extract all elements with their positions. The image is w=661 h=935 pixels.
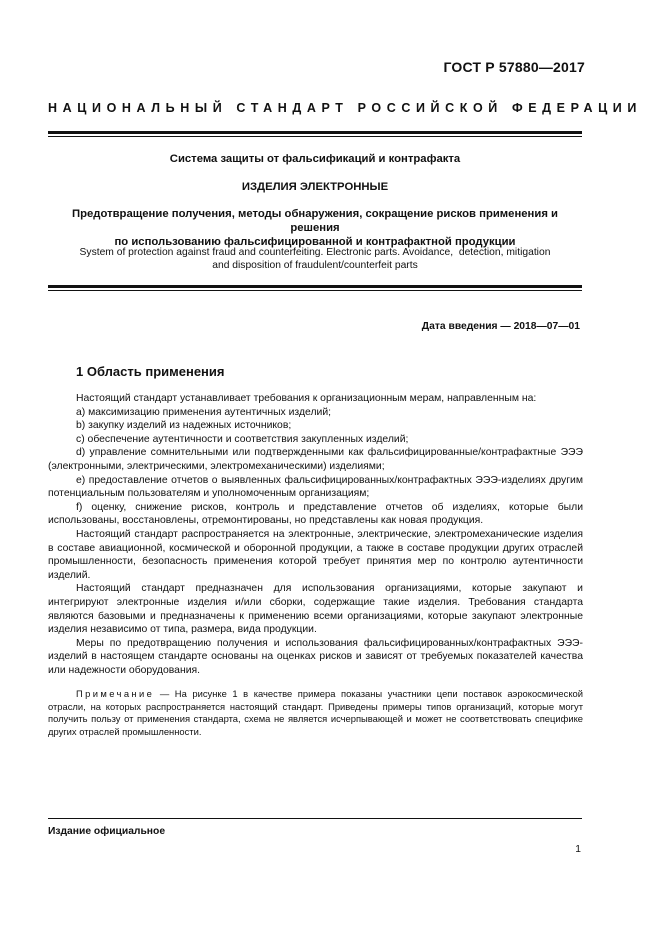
header-rule-thin <box>48 136 582 137</box>
list-item: а) максимизацию применения аутентичных изделий; <box>76 406 332 418</box>
title-rule-thin <box>48 290 582 291</box>
list-item: e) предоставление отчетов о выявленных фальсифицированных/контрафактных ЭЭЭ-изделиях другим потенциальным пользователям и уполномоченным организациям; <box>48 474 583 500</box>
header-rule-thick <box>48 131 582 134</box>
paragraph: Настоящий стандарт предназначен для использования организациями, которые закупают и интегрируют электронные изделия и/или сборки, содержащие такие изделия. Требования стандарта являются базовыми и предназначены к применению всеми организациями, которые закупают электронные изделия независимо от типа, размера, вида продукции. <box>48 583 583 636</box>
page-number: 1 <box>575 844 581 855</box>
note <box>48 688 583 738</box>
list-item: d) управление сомнительными или подтвержденными как фальсифицированные/контрафактные ЭЭЭ (электронными, электрическими, электромеханическими) изделиями; <box>48 447 583 472</box>
english-title-line-1: System of protection against fraud and counterfeiting. Electronic parts. Avoidance, detection, mitigation <box>79 247 551 258</box>
main-title-line-1: Предотвращение получения, методы обнаружения, сокращение рисков применения и решения <box>71 208 558 234</box>
system-title: Система защиты от фальсификаций и контрафакта <box>169 153 461 165</box>
introduction-date: Дата введения — 2018—07—01 <box>421 321 580 332</box>
list-item: b) закупку изделий из надежных источников; <box>76 420 292 432</box>
list-item: f) оценку, снижение рисков, контроль и представление отчетов об изделиях, которые были использованы, восстановлены, отремонтированы, но представлены как новая продукция. <box>48 501 583 527</box>
product-title: ИЗДЕЛИЯ ЭЛЕКТРОННЫЕ <box>241 181 389 193</box>
note-text: — На рисунке 1 в качестве примера показаны участники цепи поставок аэрокосмической отрасли, на которых распространяется настоящий стандарт. Приведены примеры типов организаций, которые могут получить пользу от применения стандарта, схема не является исчерпывающей и может не соответствовать специфике других отраслей промышленности. <box>48 688 583 737</box>
title-rule-thick <box>48 285 582 288</box>
note-label: Примечание <box>76 688 155 699</box>
national-standard-heading: НАЦИОНАЛЬНЫЙ СТАНДАРТ РОССИЙСКОЙ ФЕДЕРАЦИИ <box>48 101 642 115</box>
list-item: c) обеспечение аутентичности и соответствия закупленных изделий; <box>76 433 409 445</box>
edition-label: Издание официальное <box>48 826 166 837</box>
english-title <box>48 246 582 272</box>
english-title-line-2: and disposition of fraudulent/counterfeit parts <box>212 260 418 271</box>
paragraph: Меры по предотвращению получения и использования фальсифицированных/контрафактных ЭЭЭ-изделий в настоящем стандарте основаны на оценках рисков и зависят от требуемых показателей качества или надежности оборудования. <box>48 637 583 676</box>
section-heading: 1 Область применения <box>76 364 225 379</box>
footer-rule <box>48 818 582 819</box>
document-number: ГОСТ Р 57880—2017 <box>443 59 585 75</box>
main-title <box>48 207 582 249</box>
paragraph: Настоящий стандарт устанавливает требования к организационным мерам, направленным на: <box>76 393 537 404</box>
paragraph: Настоящий стандарт распространяется на электронные, электрические, электромеханические изделия в составе авиационной, космической и оборонной продукции, а также в составе продукции других отраслей промышленности, безопасность применения которой требует принятия мер по контролю аутентичности изделий. <box>48 528 583 581</box>
main-title-line-2: по использованию фальсифицированной и контрафактной продукции <box>114 236 516 248</box>
section-body <box>48 392 583 677</box>
